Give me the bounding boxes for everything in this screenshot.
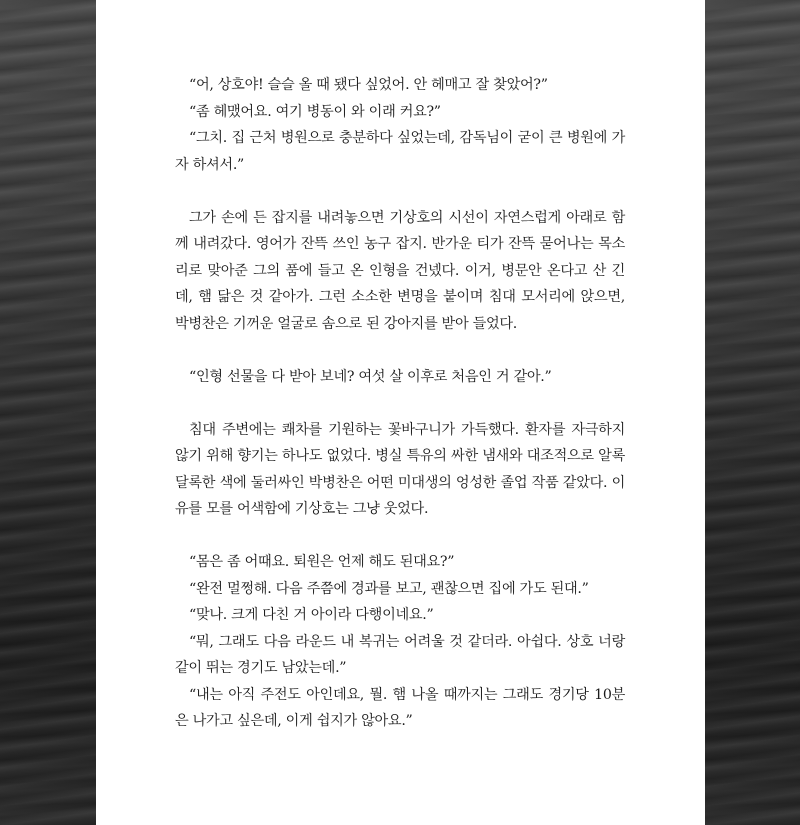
dialogue-line: “맞나. 크게 다친 거 아이라 다행이네요.” <box>189 607 434 623</box>
dialogue-line: “내는 아직 주전도 아인데요, 뭘. 햄 나올 때까지는 그래도 경기당 10분은 나가고 싶은데, 이게 쉽지가 않아요.” <box>175 686 625 729</box>
dialogue-line: “완전 멀쩡해. 다음 주쯤에 경과를 보고, 괜찮으면 집에 가도 된대.” <box>189 580 589 597</box>
narration-paragraph: 그가 손에 든 잡지를 내려놓으면 기상호의 시선이 자연스럽게 아래로 함께 내려갔다. 영어가 잔뜩 쓰인 농구 잡지. 반가운 티가 잔뜩 묻어나는 목소리로 맞아준 그의 품에 들고 온 인형을 건넸다. 이거, 병문안 온다고 산 긴데, 햄 닮은 것 같아가. 그런 소소한 변명을 붙이며 침대 모서리에 앉으면, 박병찬은 기꺼운 얼굴로 솜으로 된 강아지를 받아 들었다. <box>175 209 625 332</box>
narration-paragraph: 침대 주변에는 쾌차를 기원하는 꽃바구니가 가득했다. 환자를 자극하지 않기 위해 향기는 하나도 없었다. 병실 특유의 싸한 냄새와 대조적으로 알록달록한 색에 둘러싸인 박병찬은 어떤 미대생의 엉성한 졸업 작품 같았다. 이유를 모를 어색함에 기상호는 그냥 웃었다. <box>175 421 625 517</box>
story-text <box>175 72 625 735</box>
dialogue-line: “좀 헤맸어요. 여기 병동이 와 이래 커요?” <box>189 103 441 120</box>
dialogue-line: “뭐, 그래도 다음 라운드 내 복귀는 어려울 것 같더라. 아쉽다. 상호 너랑 같이 뛰는 경기도 남았는데.” <box>175 633 625 676</box>
dialogue-line: “인형 선물을 다 받아 보네? 여섯 살 이후로 처음인 거 같아.” <box>189 368 552 385</box>
dialogue-line: “몸은 좀 어때요. 퇴원은 언제 해도 된대요?” <box>189 554 455 570</box>
paragraph-gap <box>175 523 625 550</box>
paragraph-gap <box>175 178 625 205</box>
dialogue-line: “그치. 집 근처 병원으로 충분하다 싶었는데, 감독님이 굳이 큰 병원에 가자 하셔서.” <box>175 130 625 173</box>
paragraph-gap <box>175 337 625 364</box>
sea-background-left <box>0 0 96 825</box>
sea-background-right <box>704 0 800 825</box>
dialogue-line: “어, 상호야! 슬슬 올 때 됐다 싶었어. 안 헤매고 잘 찾았어?” <box>189 77 548 93</box>
book-page <box>96 0 705 825</box>
paragraph-gap <box>175 390 625 417</box>
